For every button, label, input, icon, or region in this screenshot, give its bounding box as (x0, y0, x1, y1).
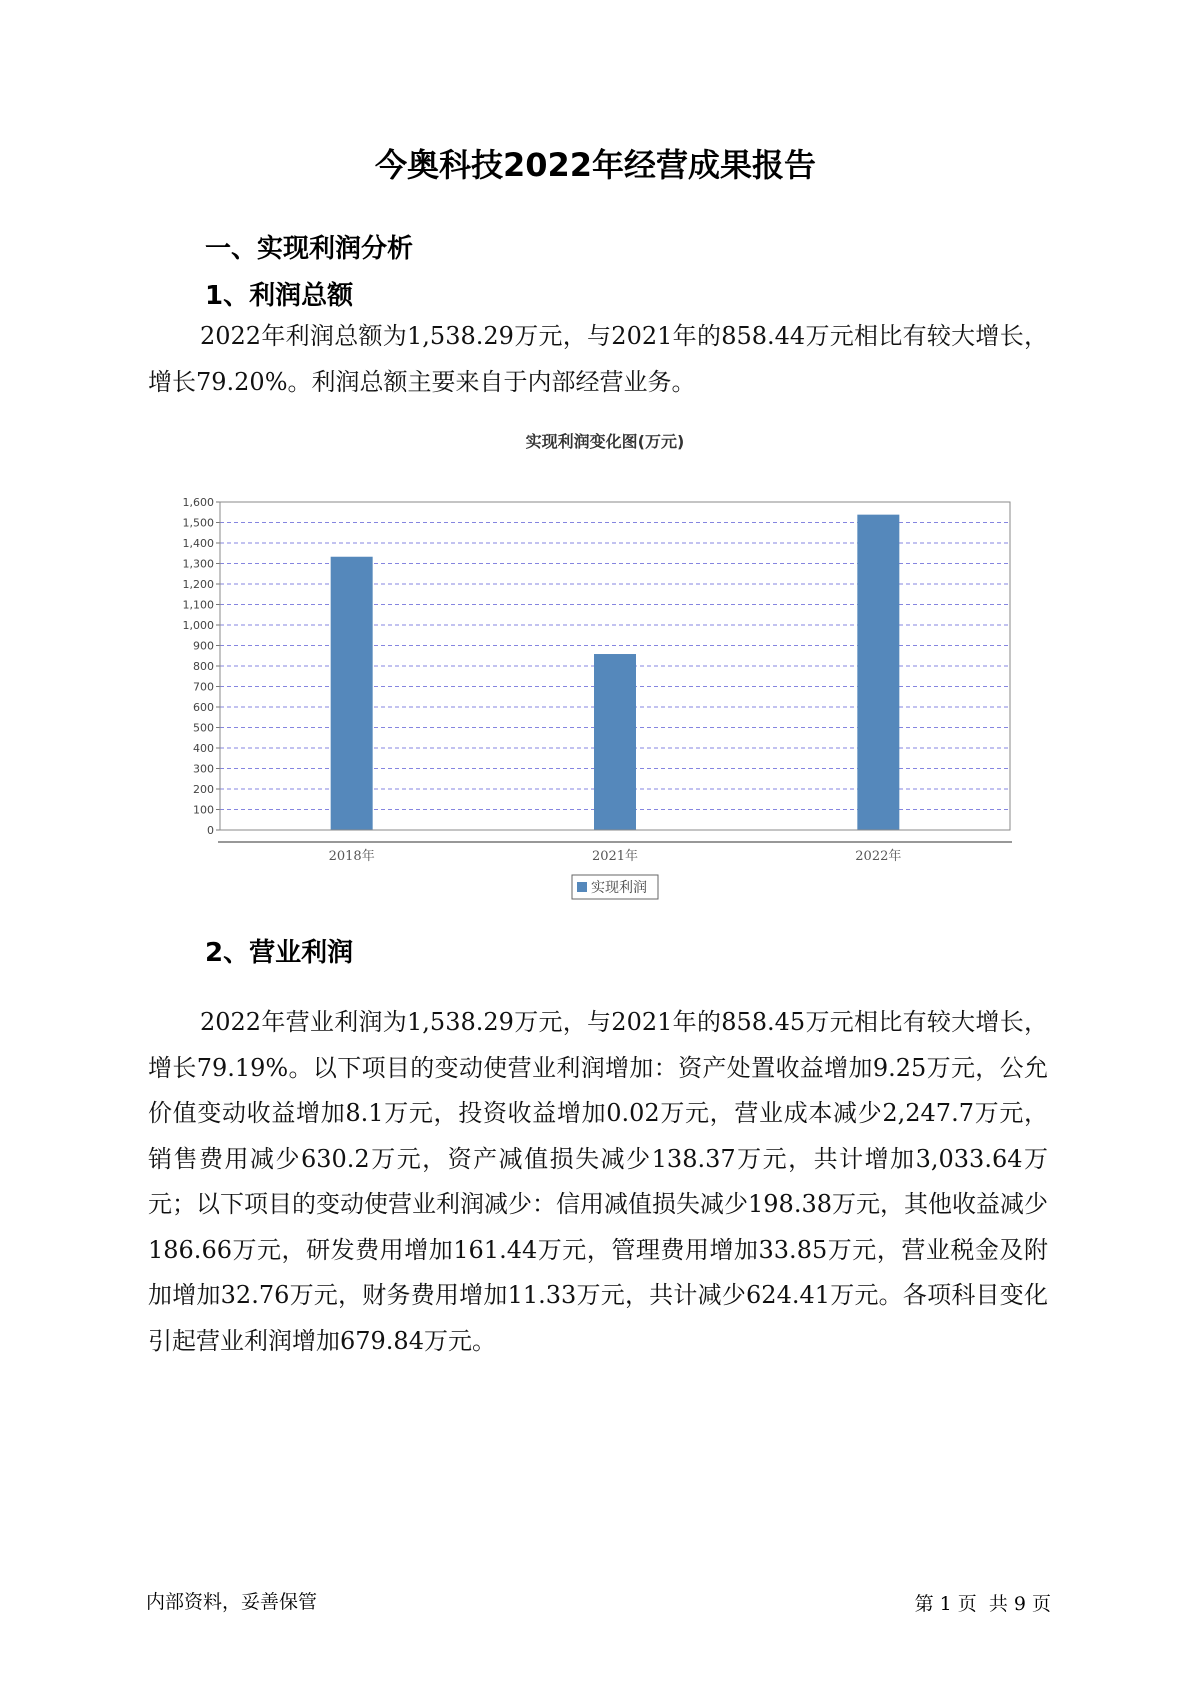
operating-profit-paragraph: 2022年营业利润为1,538.29万元，与2021年的858.45万元相比有较大增长，增长79.19%。以下项目的变动使营业利润增加：资产处置收益增加9.25万元，公允价值变动收益增加8.1万元，投资收益增加0.02万元，营业成本减少2,247.7万元，销售费用减少630.2万元，资产减值损失减少138.37万元，共计增加3,033.64万元；以下项目的变动使营业利润减少：信用减值损失减少198.38万元，其他收益减少186.66万元，研发费用增加161.44万元，管理费用增加33.85万元，营业税金及附加增加32.76万元，财务费用增加11.33万元，共计减少624.41万元。各项科目变化引起营业利润增加679.84万元。 (148, 1008, 1048, 1355)
y-tick-label: 600 (193, 701, 214, 714)
y-tick-label: 1,100 (182, 598, 214, 612)
y-tick-label: 200 (193, 783, 214, 796)
legend-swatch (577, 882, 587, 892)
y-tick-label: 1,500 (182, 516, 214, 530)
chart-bars (331, 515, 900, 830)
y-tick-label: 1,600 (182, 496, 214, 509)
bar-2021年 (594, 654, 636, 830)
y-tick-label: 1,000 (182, 619, 214, 632)
y-tick-label: 100 (193, 803, 214, 817)
x-tick-label: 2018年 (328, 849, 375, 864)
legend-label: 实现利润 (591, 880, 647, 896)
x-tick-label: 2022年 (855, 849, 902, 864)
y-tick-label: 400 (193, 742, 214, 755)
y-tick-label: 1,200 (182, 578, 214, 591)
chart-title: 实现利润变化图(万元) (525, 432, 685, 451)
y-tick-label: 0 (207, 824, 214, 837)
y-tick-label: 800 (193, 660, 214, 673)
y-tick-label: 1,400 (182, 537, 214, 550)
y-tick-label: 900 (193, 639, 214, 653)
chart-legend (572, 875, 658, 899)
x-tick-label: 2021年 (591, 849, 639, 864)
section-heading: 一、实现利润分析 (205, 234, 414, 264)
subsection-heading-operating-profit: 2、营业利润 (205, 938, 354, 968)
chart-x-axis (218, 842, 1012, 864)
y-tick-label: 1,300 (182, 557, 214, 571)
profit-total-paragraph: 2022年利润总额为1,538.29万元，与2021年的858.44万元相比有较大增长，增长79.20%。利润总额主要来自于内部经营业务。 (148, 322, 1048, 396)
footer-page-number: 第 1 页 共 9 页 (914, 1593, 1051, 1615)
footer-confidential-note: 内部资料，妥善保管 (146, 1591, 318, 1613)
bar-2022年 (857, 515, 899, 830)
subsection-heading-profit-total: 1、利润总额 (205, 281, 354, 311)
y-tick-label: 500 (193, 721, 214, 735)
chart-y-axis (183, 496, 221, 837)
y-tick-label: 300 (193, 762, 214, 776)
profit-bar-chart (150, 432, 1050, 896)
y-tick-label: 700 (193, 680, 214, 694)
bar-2018年 (331, 557, 373, 830)
page-title: 今奥科技2022年经营成果报告 (374, 146, 817, 184)
